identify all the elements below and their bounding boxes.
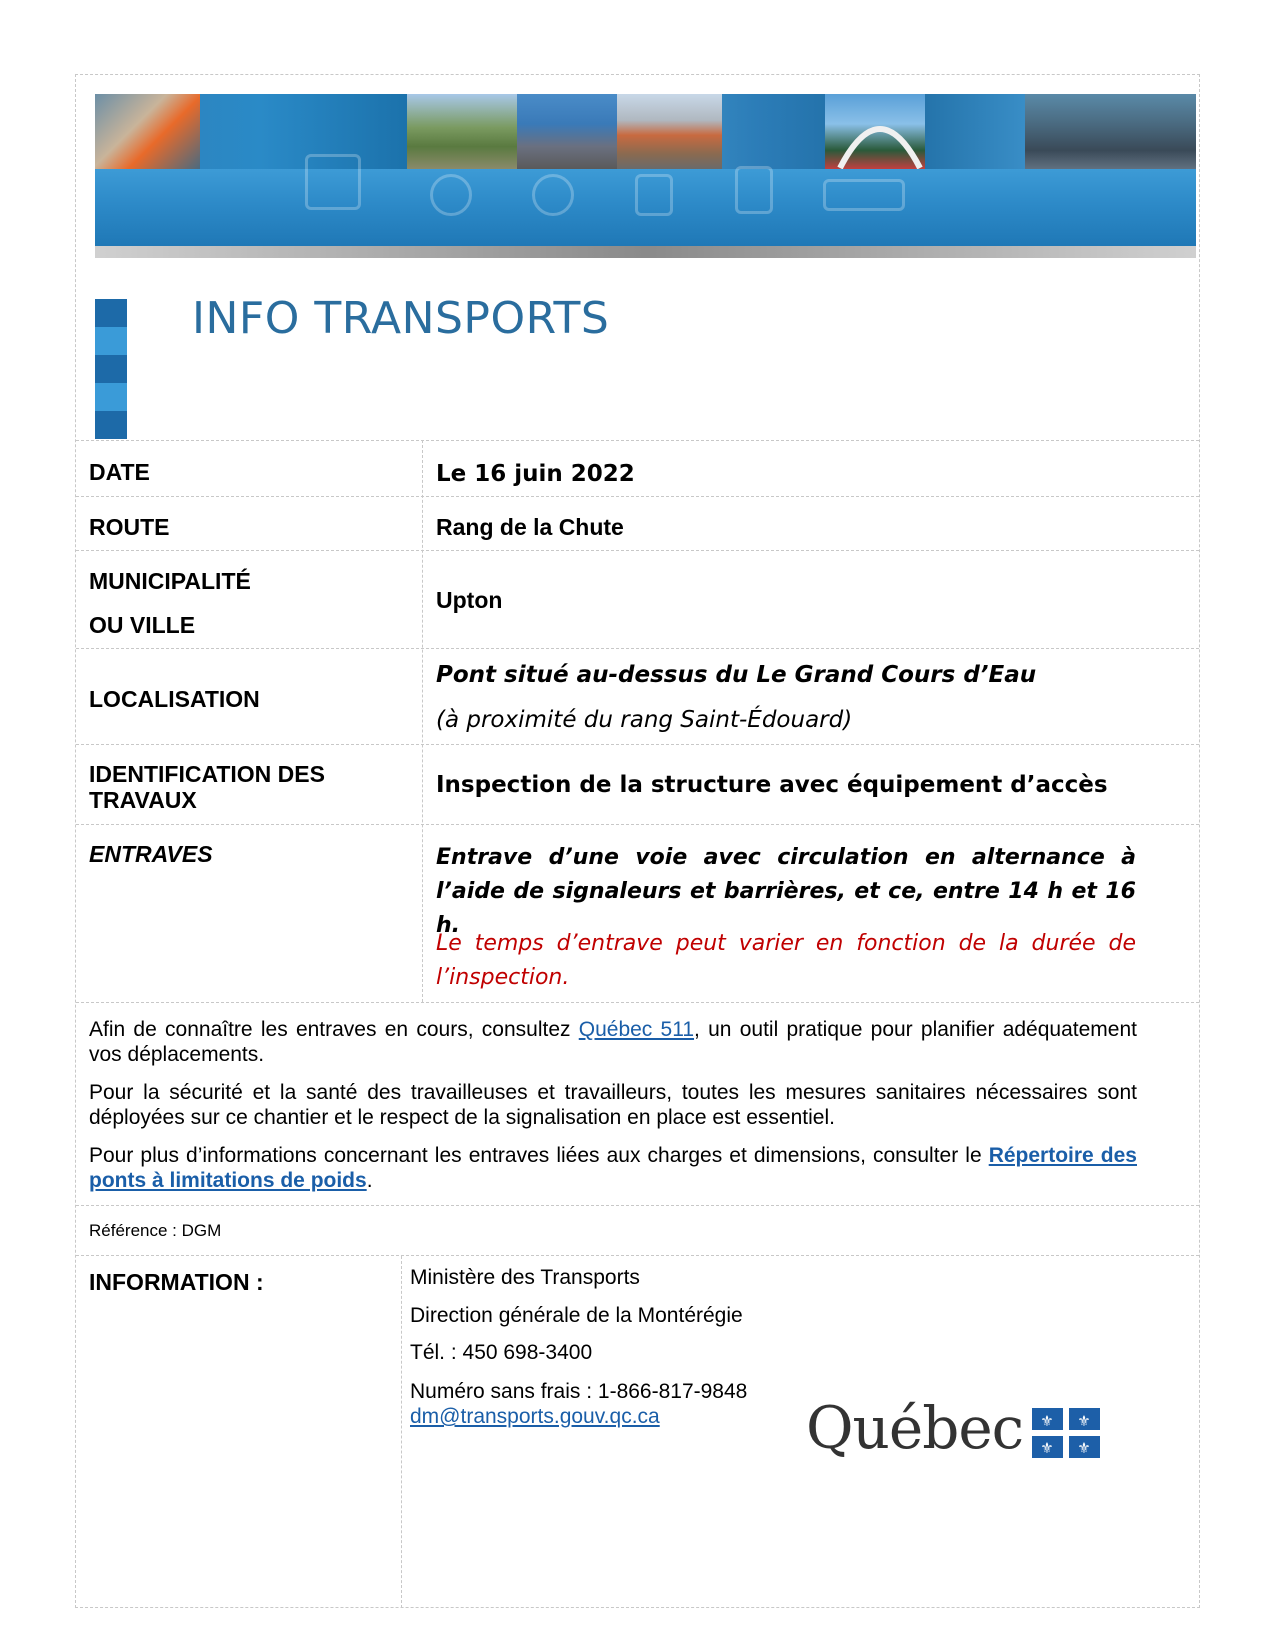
contact-email-link[interactable]: dm@transports.gouv.qc.ca [410,1405,660,1428]
row-obstruction [76,824,1199,1003]
date-label: DATE [89,459,150,485]
obstruction-value: Entrave d’une voie avec circulation en alternance à l’aide de signaleurs et barrières, et ce, entre 14 h et 16 h. [436,845,1136,938]
obstruction-note: Le temps d’entrave peut varier en fonction de la durée de l’inspection. [436,931,1136,990]
date-value: Le 16 juin 2022 [436,461,635,487]
row-municipality [76,550,1199,649]
contact-line-3: Tél. : 450 698-3400 [410,1341,593,1364]
svg-text:⚜: ⚜ [1040,1412,1054,1430]
works-label-line2: TRAVAUX [89,787,197,813]
svg-text:⚜: ⚜ [1077,1412,1091,1430]
quebec-wordmark: Québec [806,1394,1024,1462]
location-label: LOCALISATION [89,686,260,712]
row-works [76,744,1199,825]
note-1-text-before: Afin de connaître les entraves en cours, consultez [89,1018,579,1041]
ghost-truck [823,179,905,211]
notes-section [76,1002,1199,1206]
route-value: Rang de la Chute [436,514,624,540]
note-1-text-after: , un outil pratique pour planifier adéquatement vos déplacements. [89,1018,1137,1066]
page-title: INFO TRANSPORTS [192,293,610,344]
municipality-label-line2: OU VILLE [89,612,196,638]
quebec-511-link[interactable]: Québec 511 [578,1018,695,1041]
quebec-flag-icon [1032,1408,1100,1458]
svg-text:⚜: ⚜ [1077,1439,1091,1457]
row-date [76,440,1199,497]
note-paragraph-1 [89,1017,1137,1067]
ghost-511-sign [735,166,773,214]
port-photo [517,94,617,169]
ghost-square-1 [305,154,361,210]
note-paragraph-3 [89,1143,1137,1193]
bus-photo [1025,94,1196,169]
workers-photo [95,94,200,169]
municipality-value: Upton [436,587,503,613]
works-value: Inspection de la structure avec équipement d’accès [436,772,1108,798]
contact-line-1: Ministère des Transports [410,1266,640,1289]
reference-text: Référence : DGM [89,1221,222,1240]
svg-text:⚜: ⚜ [1040,1439,1054,1457]
document-page [75,74,1200,1608]
note-3-text-before: Pour plus d’informations concernant les entraves liées aux charges et dimensions, consulter le [89,1144,989,1167]
note-3-text-after: . [366,1169,373,1192]
title-color-blocks [95,299,127,439]
contact-line-4: Numéro sans frais : 1-866-817-9848 [410,1380,748,1403]
banner-shadow [95,246,1196,258]
location-value-line1: Pont situé au-dessus du Le Grand Cours d’Eau [436,662,1037,688]
location-value-line2: (à proximité du rang Saint-Édouard) [436,707,853,733]
works-label-line1: IDENTIFICATION DES [89,761,325,787]
reference-row [76,1205,1199,1256]
ghost-circle-1 [430,174,472,216]
route-label: ROUTE [89,514,170,540]
contact-divider [401,1256,402,1608]
containers-photo [617,94,722,169]
obstruction-label: ENTRAVES [89,841,213,867]
contact-row [76,1255,1199,1609]
contact-label: INFORMATION : [89,1269,264,1295]
quebec-logo [806,1394,1126,1474]
contact-line-2: Direction générale de la Montérégie [410,1304,743,1327]
note-paragraph-2: Pour la sécurité et la santé des travailleuses et travailleurs, toutes les mesures sanitaires nécessaires sont déployées sur ce chantier et le respect de la signalisation en place est essentiel. [89,1081,1137,1129]
row-location [76,648,1199,745]
road-photo [407,94,517,169]
row-route [76,496,1199,551]
bridge-arch-icon [835,100,925,170]
ghost-square-2 [635,174,673,216]
bridge-weight-directory-link[interactable]: Répertoire des ponts à limitations de poids [89,1144,1137,1192]
municipality-label-line1: MUNICIPALITÉ [89,568,251,594]
ghost-circle-2 [532,174,574,216]
header-banner [95,94,1196,246]
